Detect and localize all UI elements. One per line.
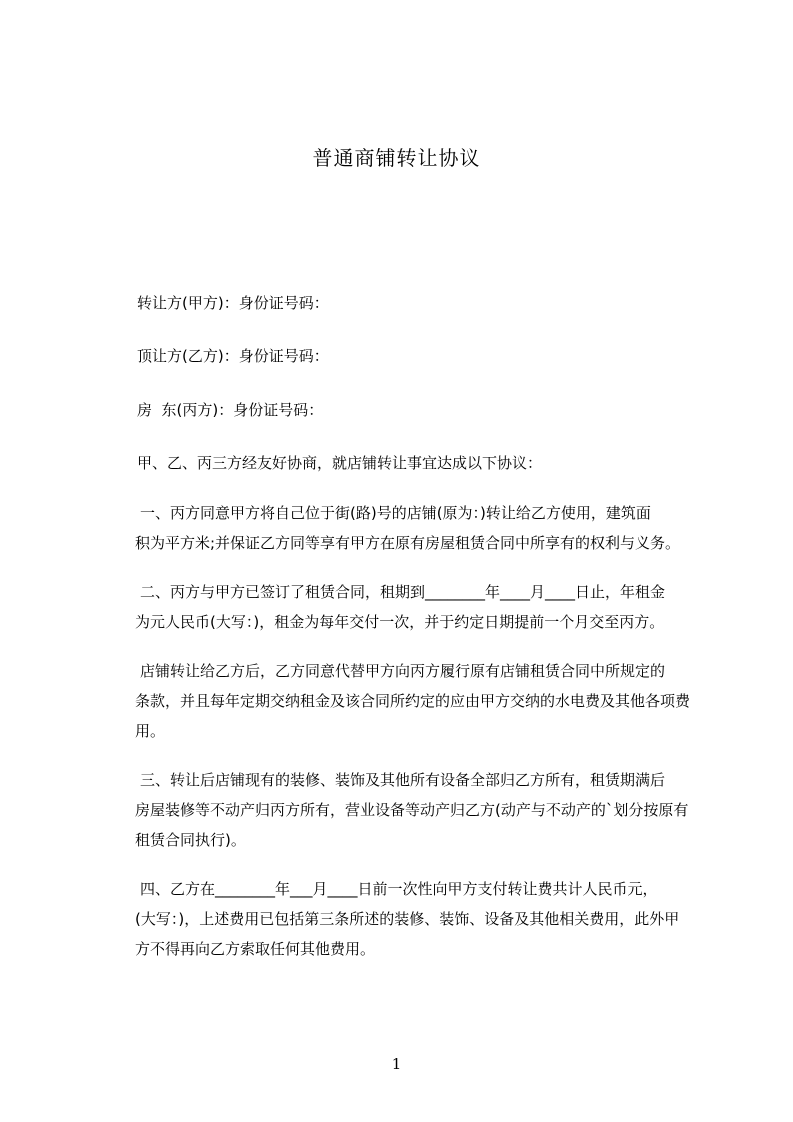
party-a-line: 转让方(甲方)：身份证号码： [137,294,329,312]
party-b-line: 顶让方(乙方)：身份证号码： [137,347,329,365]
clause-3-line-1: 店铺转让给乙方后，乙方同意代替甲方向丙方履行原有店铺租赁合同中所规定的 [140,662,666,680]
page-number: 1 [391,1055,402,1073]
intro-line: 甲、乙、丙三方经友好协商，就店铺转让事宜达成以下协议： [137,454,543,472]
document-title: 普通商铺转让协议 [312,146,481,170]
clause-4-line-1: 三、转让后店铺现有的装修、装饰及其他所有设备全部归乙方所有，租赁期满后 [140,771,666,789]
clause-5 [134,874,704,964]
clause-1 [134,498,704,558]
clause-4 [134,765,704,855]
clause-4-line-2: 房屋装修等不动产归丙方所有，营业设备等动产归乙方(动产与不动产的`划分按原有 [135,801,689,819]
clause-2-line-2: 为元人民币(大写：)，租金为每年交付一次，并于约定日期提前一个月交至丙方。 [135,613,665,631]
clause-1-line-1: 一、丙方同意甲方将自己位于街(路)号的店铺(原为：)转让给乙方使用，建筑面 [140,504,651,522]
clause-3-line-2: 条款，并且每年定期交纳租金及该合同所约定的应由甲方交纳的水电费及其他各项费 [135,692,691,710]
clause-4-line-3: 租赁合同执行)。 [135,831,246,849]
clause-1-line-2: 积为平方米;并保证乙方同等享有甲方在原有房屋租赁合同中所享有的权利与义务。 [135,534,681,552]
clause-3 [134,656,704,746]
clause-3-line-3: 用。 [135,722,166,740]
clause-5-line-1: 四、乙方在________年___月____日前一次性向甲方支付转让费共计人民币元， [140,880,658,898]
clause-2 [134,577,704,637]
clause-5-line-3: 方不得再向乙方索取任何其他费用。 [135,940,376,958]
clause-2-line-1: 二、丙方与甲方已签订了租赁合同，租期到________年____月____日止，年租金 [140,583,666,601]
party-c-line: 房 东(丙方)：身份证号码： [137,401,324,419]
clause-5-line-2: (大写：)，上述费用已包括第三条所述的装修、装饰、设备及其他相关费用，此外甲 [135,910,680,928]
